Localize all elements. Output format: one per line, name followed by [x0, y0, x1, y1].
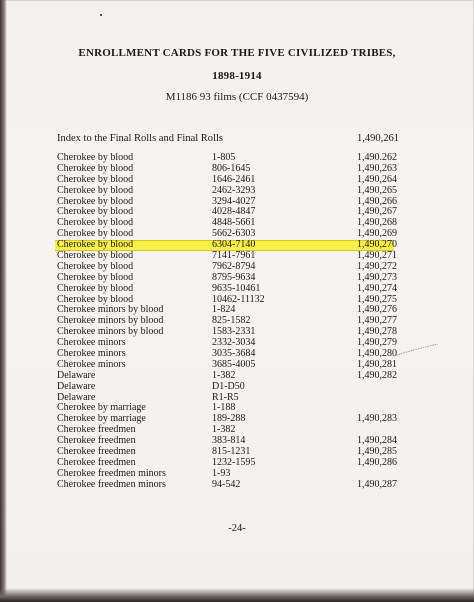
row-film-number: 1,490.262 [357, 152, 397, 163]
row-card-range: 189-288 [212, 413, 246, 425]
row-film-number: 1,490,277 [357, 315, 397, 327]
index-label: Index to the Final Rolls and Final Rolls [57, 133, 223, 144]
row-category: Delaware [57, 380, 96, 392]
row-film-number: 1,490,271 [357, 250, 397, 262]
row-card-range: 1-188 [212, 402, 236, 414]
page-number: -24- [228, 523, 246, 534]
microfilm-info: M1186 93 films (CCF 0437594) [165, 91, 309, 103]
stray-dot [100, 14, 102, 16]
row-category: Cherokee by blood [57, 217, 134, 229]
row-card-range: 1232-1595 [212, 456, 256, 468]
row-card-range: 8795-9634 [212, 271, 256, 283]
row-film-number: 1,490,273 [357, 271, 397, 283]
row-card-range: 815-1231 [212, 446, 251, 458]
row-film-number: 1,490,264 [357, 173, 397, 185]
row-category: Cherokee minors by blood [57, 326, 164, 338]
row-film-number: 1,490,265 [357, 184, 397, 196]
index-row [57, 132, 417, 145]
row-category: Cherokee by blood [57, 293, 134, 305]
row-card-range: 1583-2331 [212, 326, 256, 338]
table-row [0, 186, 474, 197]
row-film-number: 1,490,263 [357, 162, 397, 174]
table-row [0, 480, 474, 491]
row-card-range: 1-805 [212, 152, 236, 163]
row-card-range: 3685-4005 [212, 358, 256, 370]
table-row [0, 284, 474, 295]
row-film-number: 1,490,282 [357, 369, 397, 381]
row-category: Cherokee freedmen [57, 435, 136, 447]
row-card-range: 10462-11132 [212, 293, 265, 305]
row-category: Cherokee by blood [57, 282, 134, 294]
row-film-number: 1,490,275 [357, 293, 397, 305]
row-category: Cherokee by blood [57, 271, 134, 283]
row-category: Cherokee minors [57, 358, 126, 370]
row-film-number: 1,490,279 [357, 337, 397, 349]
row-card-range: 2462-3293 [212, 184, 256, 196]
row-film-number: 1,490,281 [357, 358, 397, 370]
row-card-range: 806-1645 [212, 162, 251, 174]
row-card-range: 3035-3684 [212, 348, 256, 360]
row-film-number: 1,490,274 [357, 282, 397, 294]
row-card-range: 1-382 [212, 369, 236, 381]
table-row [0, 382, 474, 393]
row-category: Cherokee by blood [57, 195, 134, 207]
row-category: Cherokee minors [57, 337, 126, 349]
row-card-range: 1-824 [212, 304, 236, 316]
row-film-number: 1,490,267 [357, 206, 397, 218]
row-card-range: 4848-5661 [212, 217, 256, 229]
row-card-range: 1-382 [212, 424, 236, 436]
row-category: Cherokee by blood [57, 250, 134, 262]
row-card-range: 383-814 [212, 435, 246, 447]
row-category: Delaware [57, 369, 96, 381]
row-category: Cherokee by blood [57, 173, 134, 185]
row-category: Cherokee minors [57, 348, 126, 360]
row-category: Cherokee minors by blood [57, 304, 164, 316]
row-category: Cherokee by marriage [57, 402, 146, 414]
row-film-number: 1,490,287 [357, 478, 397, 490]
row-card-range: R1-R5 [212, 391, 239, 403]
row-card-range: 2332-3034 [212, 337, 256, 349]
row-category: Cherokee by blood [57, 152, 134, 163]
row-category: Cherokee freedmen [57, 456, 136, 468]
row-film-number: 1,490,272 [357, 260, 397, 272]
row-card-range: 6304-7140 [212, 239, 256, 251]
row-card-range: 825-1582 [212, 315, 251, 327]
row-category: Cherokee freedmen minors [57, 467, 166, 479]
row-film-number: 1,490,278 [357, 326, 397, 338]
row-category: Delaware [57, 391, 96, 403]
pen-stroke-mark [392, 342, 440, 360]
row-film-number: 1,490,286 [357, 456, 397, 468]
row-category: Cherokee by blood [57, 206, 134, 218]
row-card-range: 9635-10461 [212, 282, 261, 294]
row-film-number: 1,490,284 [357, 435, 397, 447]
row-film-number: 1,490,280 [357, 348, 397, 360]
row-film-number: 1,490,266 [357, 195, 397, 207]
row-film-number: 1,490,269 [357, 228, 397, 240]
row-card-range: 5662-6303 [212, 228, 256, 240]
row-category: Cherokee by blood [57, 260, 134, 272]
row-category: Cherokee minors by blood [57, 315, 164, 327]
row-category: Cherokee by blood [57, 162, 134, 174]
row-card-range: D1-D50 [212, 380, 245, 392]
roll-table [0, 153, 474, 491]
row-category: Cherokee by blood [57, 184, 134, 196]
row-film-number: 1,490,276 [357, 304, 397, 316]
row-film-number: 1,490,283 [357, 413, 397, 425]
row-card-range: 1-93 [212, 467, 231, 479]
row-card-range: 3294-4027 [212, 195, 256, 207]
page-bottom-shadow [0, 588, 474, 602]
document-years: 1898-1914 [212, 70, 262, 82]
document-title: ENROLLMENT CARDS FOR THE FIVE CIVILIZED TRIBES, [78, 47, 396, 59]
index-film-number: 1,490,261 [357, 133, 399, 144]
row-category: Cherokee by blood [57, 228, 134, 240]
row-category: Cherokee by marriage [57, 413, 146, 425]
row-film-number: 1,490,270 [357, 239, 397, 251]
row-card-range: 94-542 [212, 478, 241, 490]
row-card-range: 1646-2461 [212, 173, 256, 185]
row-film-number: 1,490,268 [357, 217, 397, 229]
row-category: Cherokee freedmen minors [57, 478, 166, 490]
row-category: Cherokee freedmen [57, 424, 136, 436]
row-category: Cherokee by blood [57, 239, 134, 251]
row-film-number: 1,490,285 [357, 446, 397, 458]
row-category: Cherokee freedmen [57, 446, 136, 458]
row-card-range: 4028-4847 [212, 206, 256, 218]
row-card-range: 7141-7961 [212, 250, 256, 262]
row-card-range: 7962-8794 [212, 260, 256, 272]
